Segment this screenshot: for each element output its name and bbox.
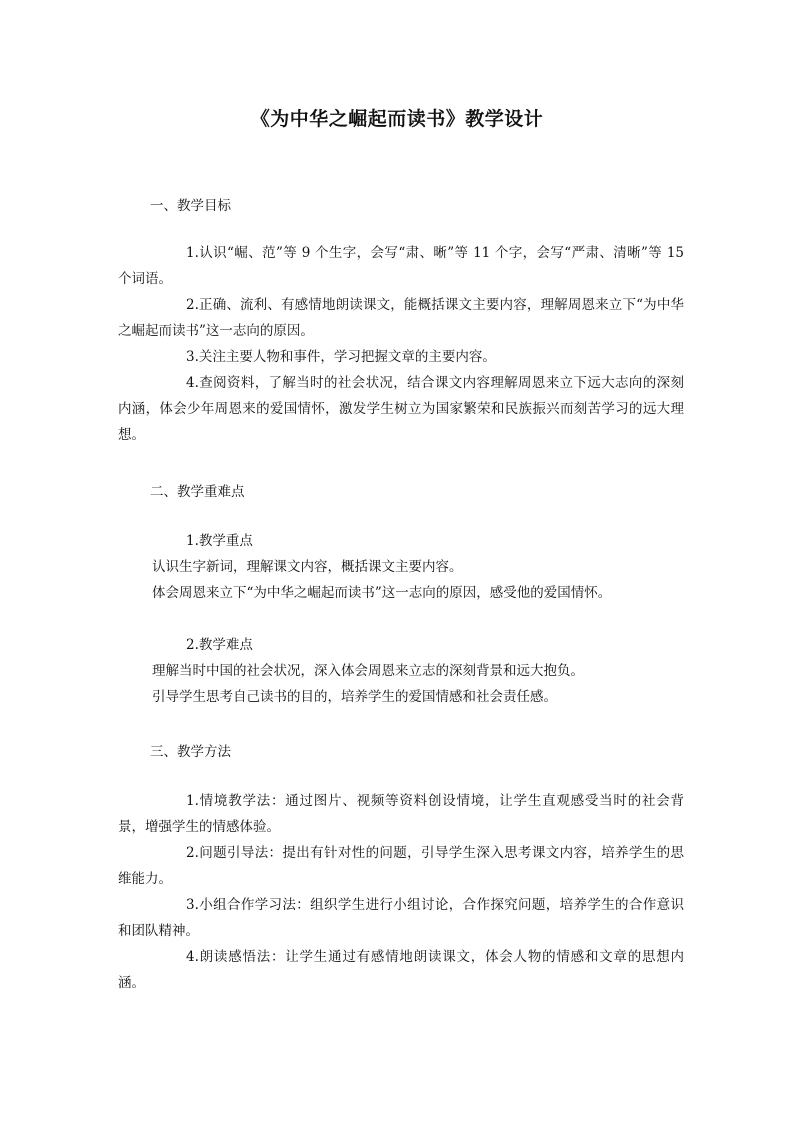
item-text: 引导学生思考自己读书的目的，培养学生的爱国情感和社会责任感。: [152, 689, 557, 705]
item-number: 3.: [186, 349, 199, 365]
method-item-4: [118, 944, 684, 996]
item-text: 认识“崛、范”等 9 个生字，会写“肃、晰”等 11 个字，会写“严肃、清晰”等 15 个词语。: [118, 245, 684, 287]
item-number: 3.: [186, 897, 199, 913]
item-text: 朗读感悟法：让学生通过有感情地朗读课文，体会人物的情感和文章的思想内涵。: [118, 949, 684, 991]
objective-item-4: [118, 370, 684, 448]
item-text: 教学难点: [198, 637, 253, 653]
item-number: 2.: [186, 845, 199, 861]
item-text: 情境教学法：通过图片、视频等资料创设情境，让学生直观感受当时的社会背景，增强学生的情感体验。: [118, 793, 684, 835]
section-heading-key-points: 二、教学重难点: [150, 484, 245, 500]
item-text: 教学重点: [198, 533, 253, 549]
item-number: 1.: [186, 245, 199, 261]
item-number: 1.: [186, 793, 199, 809]
item-number: 2.: [186, 297, 199, 313]
section-heading-objectives: 一、教学目标: [150, 198, 231, 214]
item-text: 小组合作学习法：组织学生进行小组讨论，合作探究问题，培养学生的合作意识和团队精神。: [118, 897, 684, 939]
difficult-point-line-2: [118, 684, 684, 710]
objective-item-2: [118, 292, 684, 344]
key-point-line-2: [118, 580, 684, 606]
item-text: 认识生字新词，理解课文内容，概括课文主要内容。: [152, 559, 463, 575]
item-text: 关注主要人物和事件，学习把握文章的主要内容。: [198, 349, 496, 365]
item-text: 查阅资料，了解当时的社会状况，结合课文内容理解周恩来立下远大志向的深刻内涵，体会少年周恩来的爱国情怀，激发学生树立为国家繁荣和民族振兴而刻苦学习的远大理想。: [118, 375, 684, 443]
key-point-line-1: [118, 554, 684, 580]
item-text: 问题引导法：提出有针对性的问题，引导学生深入思考课文内容，培养学生的思维能力。: [118, 845, 684, 887]
item-number: 2.: [186, 637, 199, 653]
method-item-1: [118, 788, 684, 840]
difficult-point-label: [118, 632, 684, 658]
item-number: 4.: [186, 949, 199, 965]
item-text: 理解当时中国的社会状况，深入体会周恩来立志的深刻背景和远大抱负。: [152, 663, 584, 679]
method-item-3: [118, 892, 684, 944]
section-heading-methods: 三、教学方法: [150, 744, 231, 760]
item-text: 正确、流利、有感情地朗读课文，能概括课文主要内容，理解周恩来立下“为中华之崛起而读书”这一志向的原因。: [118, 297, 684, 339]
document-title: 《为中华之崛起而读书》教学设计: [250, 108, 544, 130]
key-point-label: [118, 528, 684, 554]
objective-item-1: [118, 240, 684, 292]
method-item-2: [118, 840, 684, 892]
item-number: 4.: [186, 375, 199, 391]
objective-item-3: [118, 344, 684, 370]
item-text: 体会周恩来立下“为中华之崛起而读书”这一志向的原因，感受他的爱国情怀。: [152, 585, 612, 601]
item-number: 1.: [186, 533, 199, 549]
difficult-point-line-1: [118, 658, 684, 684]
